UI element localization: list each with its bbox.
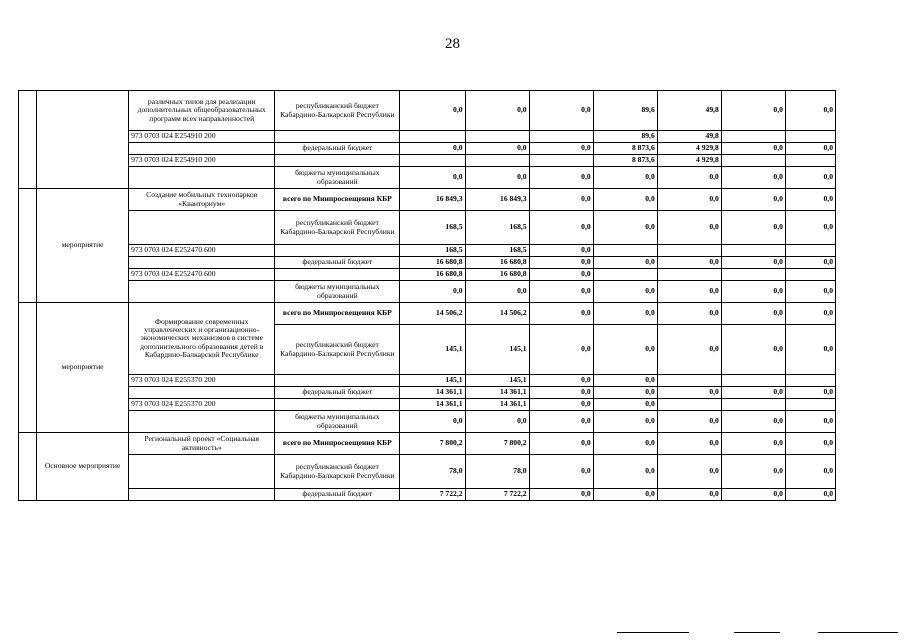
funding-source-cell (275, 399, 400, 411)
description-cell (129, 455, 275, 489)
amount-cell: 0,0 (465, 91, 529, 131)
budget-code-cell: 973 0703 024 E252470 600 (129, 269, 275, 281)
amount-cell: 0,0 (657, 411, 721, 433)
amount-cell: 0,0 (529, 455, 593, 489)
description-cell (129, 211, 275, 245)
amount-cell (785, 131, 835, 143)
amount-cell (721, 399, 785, 411)
amount-cell: 0,0 (593, 257, 657, 269)
amount-cell: 0,0 (593, 211, 657, 245)
amount-cell: 145,1 (465, 375, 529, 387)
funding-source-cell: бюджеты муниципальных образований (275, 411, 400, 433)
table-row (19, 155, 836, 167)
description-cell (129, 257, 275, 269)
budget-code-cell: 973 0703 024 E254910 200 (129, 155, 275, 167)
funding-source-cell (275, 245, 400, 257)
amount-cell: 0,0 (529, 143, 593, 155)
funding-source-cell: республиканский бюджет Кабардино-Балкарской Республики (275, 91, 400, 131)
amount-cell: 0,0 (785, 211, 835, 245)
amount-cell: 0,0 (721, 433, 785, 455)
funding-source-cell: бюджеты муниципальных образований (275, 281, 400, 303)
amount-cell (465, 155, 529, 167)
amount-cell: 0,0 (529, 489, 593, 501)
amount-cell: 0,0 (465, 281, 529, 303)
amount-cell: 0,0 (529, 325, 593, 375)
amount-cell (721, 131, 785, 143)
funding-source-cell: республиканский бюджет Кабардино-Балкарской Республики (275, 455, 400, 489)
amount-cell: 16 680,8 (400, 269, 465, 281)
amount-cell: 14 361,1 (400, 387, 465, 399)
amount-cell (400, 131, 465, 143)
amount-cell: 0,0 (529, 91, 593, 131)
footer-line (617, 632, 689, 633)
amount-cell: 0,0 (593, 167, 657, 189)
funding-source-cell (275, 269, 400, 281)
amount-cell: 0,0 (529, 245, 593, 257)
amount-cell: 0,0 (529, 211, 593, 245)
amount-cell: 16 680,8 (465, 257, 529, 269)
budget-code-cell: 973 0703 024 E255370 200 (129, 399, 275, 411)
amount-cell: 49,8 (657, 91, 721, 131)
table-row (19, 433, 836, 455)
amount-cell: 4 929,8 (657, 143, 721, 155)
table-row (19, 387, 836, 399)
amount-cell: 0,0 (400, 411, 465, 433)
amount-cell: 0,0 (785, 91, 835, 131)
funding-source-cell (275, 131, 400, 143)
amount-cell: 16 680,8 (465, 269, 529, 281)
amount-cell: 0,0 (465, 143, 529, 155)
funding-source-cell: федеральный бюджет (275, 489, 400, 501)
amount-cell: 0,0 (657, 433, 721, 455)
amount-cell (721, 155, 785, 167)
amount-cell: 0,0 (657, 455, 721, 489)
page-number: 28 (445, 36, 460, 52)
amount-cell: 89,6 (593, 91, 657, 131)
description-cell (129, 167, 275, 189)
amount-cell (785, 375, 835, 387)
row-gutter-cell (19, 433, 37, 501)
amount-cell: 0,0 (785, 281, 835, 303)
description-cell (129, 281, 275, 303)
amount-cell: 0,0 (400, 281, 465, 303)
amount-cell: 0,0 (593, 189, 657, 211)
amount-cell: 0,0 (657, 387, 721, 399)
amount-cell: 0,0 (400, 143, 465, 155)
amount-cell: 0,0 (785, 189, 835, 211)
activity-type-cell (37, 91, 129, 189)
amount-cell: 168,5 (400, 211, 465, 245)
amount-cell: 168,5 (465, 245, 529, 257)
table-row (19, 411, 836, 433)
amount-cell: 0,0 (785, 411, 835, 433)
amount-cell: 7 800,2 (400, 433, 465, 455)
description-cell (129, 387, 275, 399)
amount-cell: 0,0 (529, 281, 593, 303)
amount-cell: 0,0 (529, 387, 593, 399)
amount-cell: 0,0 (785, 433, 835, 455)
amount-cell: 0,0 (593, 325, 657, 375)
amount-cell: 0,0 (785, 387, 835, 399)
amount-cell: 0,0 (785, 489, 835, 501)
amount-cell: 0,0 (785, 303, 835, 325)
funding-source-cell: всего по Минпросвещения КБР (275, 189, 400, 211)
description-cell (129, 411, 275, 433)
footer-line (818, 632, 898, 633)
amount-cell: 8 873,6 (593, 155, 657, 167)
amount-cell: 0,0 (721, 455, 785, 489)
amount-cell: 0,0 (657, 189, 721, 211)
funding-source-cell (275, 375, 400, 387)
table-row (19, 189, 836, 211)
amount-cell (657, 245, 721, 257)
amount-cell (529, 131, 593, 143)
amount-cell (657, 375, 721, 387)
amount-cell: 0,0 (465, 411, 529, 433)
amount-cell: 168,5 (465, 211, 529, 245)
amount-cell: 0,0 (785, 325, 835, 375)
amount-cell: 0,0 (721, 189, 785, 211)
table-row (19, 281, 836, 303)
budget-code-cell: 973 0703 024 E252470 600 (129, 245, 275, 257)
amount-cell (785, 399, 835, 411)
amount-cell: 0,0 (400, 91, 465, 131)
amount-cell: 0,0 (657, 167, 721, 189)
row-gutter-cell (19, 303, 37, 433)
funding-source-cell: федеральный бюджет (275, 257, 400, 269)
amount-cell: 0,0 (785, 167, 835, 189)
amount-cell: 0,0 (785, 257, 835, 269)
amount-cell: 0,0 (593, 281, 657, 303)
amount-cell: 0,0 (721, 211, 785, 245)
amount-cell: 168,5 (400, 245, 465, 257)
amount-cell: 0,0 (593, 433, 657, 455)
amount-cell: 49,8 (657, 131, 721, 143)
amount-cell: 16 849,3 (465, 189, 529, 211)
amount-cell: 0,0 (529, 411, 593, 433)
amount-cell: 0,0 (529, 167, 593, 189)
amount-cell: 14 361,1 (400, 399, 465, 411)
amount-cell: 0,0 (529, 257, 593, 269)
amount-cell (721, 375, 785, 387)
amount-cell: 0,0 (529, 399, 593, 411)
table-row (19, 91, 836, 131)
activity-type-cell: мероприятие (37, 189, 129, 303)
amount-cell (529, 155, 593, 167)
funding-source-cell: всего по Минпросвещения КБР (275, 303, 400, 325)
budget-code-cell: 973 0703 024 E255370 200 (129, 375, 275, 387)
table-row (19, 143, 836, 155)
amount-cell: 0,0 (721, 281, 785, 303)
amount-cell: 0,0 (593, 375, 657, 387)
table-row (19, 489, 836, 501)
amount-cell (657, 399, 721, 411)
funding-source-cell: федеральный бюджет (275, 143, 400, 155)
footer-line (734, 632, 780, 633)
amount-cell: 14 506,2 (400, 303, 465, 325)
amount-cell: 0,0 (721, 411, 785, 433)
amount-cell: 0,0 (593, 455, 657, 489)
amount-cell: 0,0 (529, 433, 593, 455)
table-row (19, 303, 836, 325)
amount-cell (657, 269, 721, 281)
amount-cell (721, 269, 785, 281)
description-cell: Региональный проект «Социальная активность» (129, 433, 275, 455)
amount-cell: 0,0 (529, 303, 593, 325)
table-row (19, 375, 836, 387)
table-row (19, 167, 836, 189)
table-row (19, 211, 836, 245)
amount-cell: 0,0 (657, 257, 721, 269)
table-row (19, 131, 836, 143)
amount-cell: 78,0 (400, 455, 465, 489)
funding-source-cell: всего по Минпросвещения КБР (275, 433, 400, 455)
funding-source-cell: республиканский бюджет Кабардино-Балкарской Республики (275, 325, 400, 375)
amount-cell: 0,0 (657, 489, 721, 501)
amount-cell (400, 155, 465, 167)
amount-cell: 0,0 (529, 269, 593, 281)
activity-type-cell: Основное мероприятие (37, 433, 129, 501)
amount-cell (785, 269, 835, 281)
row-gutter-cell (19, 91, 37, 189)
funding-source-cell: федеральный бюджет (275, 387, 400, 399)
description-cell (129, 143, 275, 155)
amount-cell: 8 873,6 (593, 143, 657, 155)
amount-cell: 0,0 (465, 167, 529, 189)
budget-table (18, 90, 836, 501)
amount-cell: 78,0 (465, 455, 529, 489)
table-row (19, 257, 836, 269)
amount-cell: 0,0 (657, 325, 721, 375)
amount-cell: 0,0 (721, 387, 785, 399)
amount-cell (465, 131, 529, 143)
amount-cell: 89,6 (593, 131, 657, 143)
amount-cell: 0,0 (593, 303, 657, 325)
table-row (19, 399, 836, 411)
description-cell: различных типов для реализации дополнительных общеобразовательных программ всех направленностей (129, 91, 275, 131)
amount-cell: 7 722,2 (465, 489, 529, 501)
description-cell (129, 489, 275, 501)
amount-cell: 0,0 (593, 387, 657, 399)
description-cell: Формирование современных управленческих и организационно-экономических механизмов в системе дополнительного образования детей в Кабардино-Балкарской Республике (129, 303, 275, 375)
amount-cell: 0,0 (785, 143, 835, 155)
amount-cell: 0,0 (657, 211, 721, 245)
amount-cell: 14 361,1 (465, 399, 529, 411)
amount-cell: 0,0 (721, 167, 785, 189)
amount-cell: 0,0 (400, 167, 465, 189)
table-row (19, 269, 836, 281)
amount-cell (593, 245, 657, 257)
amount-cell: 7 800,2 (465, 433, 529, 455)
amount-cell: 0,0 (657, 281, 721, 303)
amount-cell: 0,0 (593, 411, 657, 433)
amount-cell: 0,0 (593, 489, 657, 501)
amount-cell: 0,0 (721, 325, 785, 375)
description-cell: Создание мобильных технопарков «Кванториум» (129, 189, 275, 211)
amount-cell: 0,0 (593, 399, 657, 411)
amount-cell (785, 155, 835, 167)
amount-cell: 16 849,3 (400, 189, 465, 211)
amount-cell: 0,0 (785, 455, 835, 489)
amount-cell: 4 929,8 (657, 155, 721, 167)
table-row (19, 455, 836, 489)
activity-type-cell: мероприятие (37, 303, 129, 433)
funding-source-cell (275, 155, 400, 167)
amount-cell: 14 361,1 (465, 387, 529, 399)
table-row (19, 245, 836, 257)
amount-cell: 14 506,2 (465, 303, 529, 325)
row-gutter-cell (19, 189, 37, 303)
amount-cell: 0,0 (721, 489, 785, 501)
amount-cell (593, 269, 657, 281)
amount-cell: 145,1 (465, 325, 529, 375)
amount-cell: 0,0 (721, 303, 785, 325)
amount-cell (721, 245, 785, 257)
amount-cell: 0,0 (721, 91, 785, 131)
amount-cell: 7 722,2 (400, 489, 465, 501)
amount-cell: 0,0 (657, 303, 721, 325)
amount-cell: 0,0 (529, 189, 593, 211)
amount-cell: 145,1 (400, 375, 465, 387)
amount-cell (785, 245, 835, 257)
amount-cell: 16 680,8 (400, 257, 465, 269)
funding-source-cell: республиканский бюджет Кабардино-Балкарской Республики (275, 211, 400, 245)
amount-cell: 0,0 (721, 257, 785, 269)
budget-code-cell: 973 0703 024 E254910 200 (129, 131, 275, 143)
amount-cell: 145,1 (400, 325, 465, 375)
amount-cell: 0,0 (721, 143, 785, 155)
funding-source-cell: бюджеты муниципальных образований (275, 167, 400, 189)
amount-cell: 0,0 (529, 375, 593, 387)
